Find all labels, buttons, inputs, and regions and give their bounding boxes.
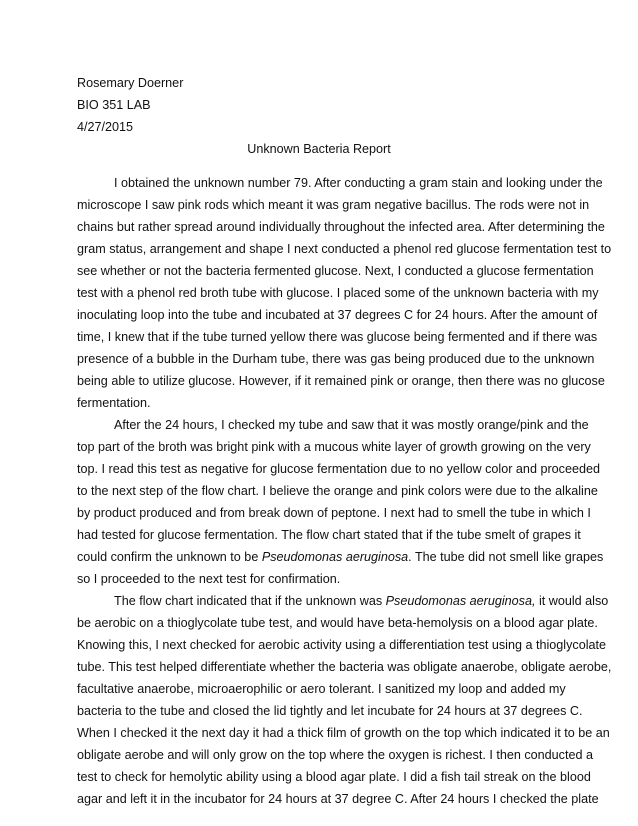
line-text: . The tube did not smell like grapes: [408, 550, 604, 564]
report-title: Unknown Bacteria Report: [247, 142, 391, 156]
body-line: After the 24 hours, I checked my tube and saw that it was mostly orange/pink and the: [114, 418, 589, 432]
body-line: so I proceeded to the next test for confirmation.: [77, 572, 341, 586]
author-name: Rosemary Doerner: [77, 76, 184, 90]
body-line: microscope I saw pink rods which meant it was gram negative bacillus. The rods were not in: [77, 198, 590, 212]
body-line: test with a phenol red broth tube with glucose. I placed some of the unknown bacteria with my: [77, 286, 599, 300]
body-line: fermentation.: [77, 396, 151, 410]
body-line: being able to utilize glucose. However, if it remained pink or orange, then there was no glucose: [77, 374, 605, 388]
body-line: by product produced and from break down of peptone. I next had to smell the tube in which I: [77, 506, 591, 520]
body-line: tube. This test helped differentiate whether the bacteria was obligate anaerobe, obligate aerobe,: [77, 660, 612, 674]
body-line: [114, 593, 609, 609]
body-line: presence of a bubble in the Durham tube, there was gas being produced due to the unknown: [77, 352, 595, 366]
body-line: inoculating loop into the tube and incubated at 37 degrees C for 24 hours. After the amount of: [77, 308, 598, 322]
organism-name: Pseudomonas aeruginosa,: [385, 594, 536, 608]
body-line: bacteria to the tube and closed the lid tightly and let incubate for 24 hours at 37 degrees C.: [77, 704, 583, 718]
body-line: to the next step of the flow chart. I believe the orange and pink colors were due to the alkaline: [77, 484, 598, 498]
line-text: could confirm the unknown to be: [77, 550, 262, 564]
body-line: test to check for hemolytic ability using a blood agar plate. I did a fish tail streak on the blood: [77, 770, 591, 784]
course-name: BIO 351 LAB: [77, 98, 151, 112]
line-text: it would also: [535, 594, 609, 608]
report-date: 4/27/2015: [77, 120, 134, 134]
body-line: top. I read this test as negative for glucose fermentation due to no yellow color and proceeded: [77, 462, 600, 476]
body-line: gram status, arrangement and shape I next conducted a phenol red glucose fermentation test to: [77, 242, 612, 256]
body-line: be aerobic on a thioglycolate tube test, and would have beta-hemolysis on a blood agar plate.: [77, 616, 598, 630]
body-line: I obtained the unknown number 79. After conducting a gram stain and looking under the: [114, 176, 603, 190]
body-line: top part of the broth was bright pink with a mucous white layer of growth growing on the very: [77, 440, 591, 454]
body-line: obligate aerobe and will only grow on the top where the oxygen is richest. I then conducted a: [77, 748, 593, 762]
body-line: agar and left it in the incubator for 24 hours at 37 degree C. After 24 hours I checked the plate: [77, 792, 599, 806]
body-line: time, I knew that if the tube turned yellow there was glucose being fermented and if there was: [77, 330, 598, 344]
line-text: The flow chart indicated that if the unknown was: [114, 594, 386, 608]
body-line: Knowing this, I next checked for aerobic activity using a differentiation test using a thioglycolate: [77, 638, 607, 652]
body-line: facultative anaerobe, microaerophilic or aero tolerant. I sanitized my loop and added my: [77, 682, 566, 696]
organism-name: Pseudomonas aeruginosa: [261, 550, 409, 564]
body-line: When I checked it the next day it had a thick film of growth on the top which indicated it to be an: [77, 726, 610, 740]
body-line: [77, 549, 604, 565]
body-line: had tested for glucose fermentation. The flow chart stated that if the tube smelt of grapes it: [77, 528, 581, 542]
body-line: see whether or not the bacteria fermented glucose. Next, I conducted a glucose fermentation: [77, 264, 594, 278]
body-line: chains but rather spread around individually throughout the infected area. After determining the: [77, 220, 605, 234]
